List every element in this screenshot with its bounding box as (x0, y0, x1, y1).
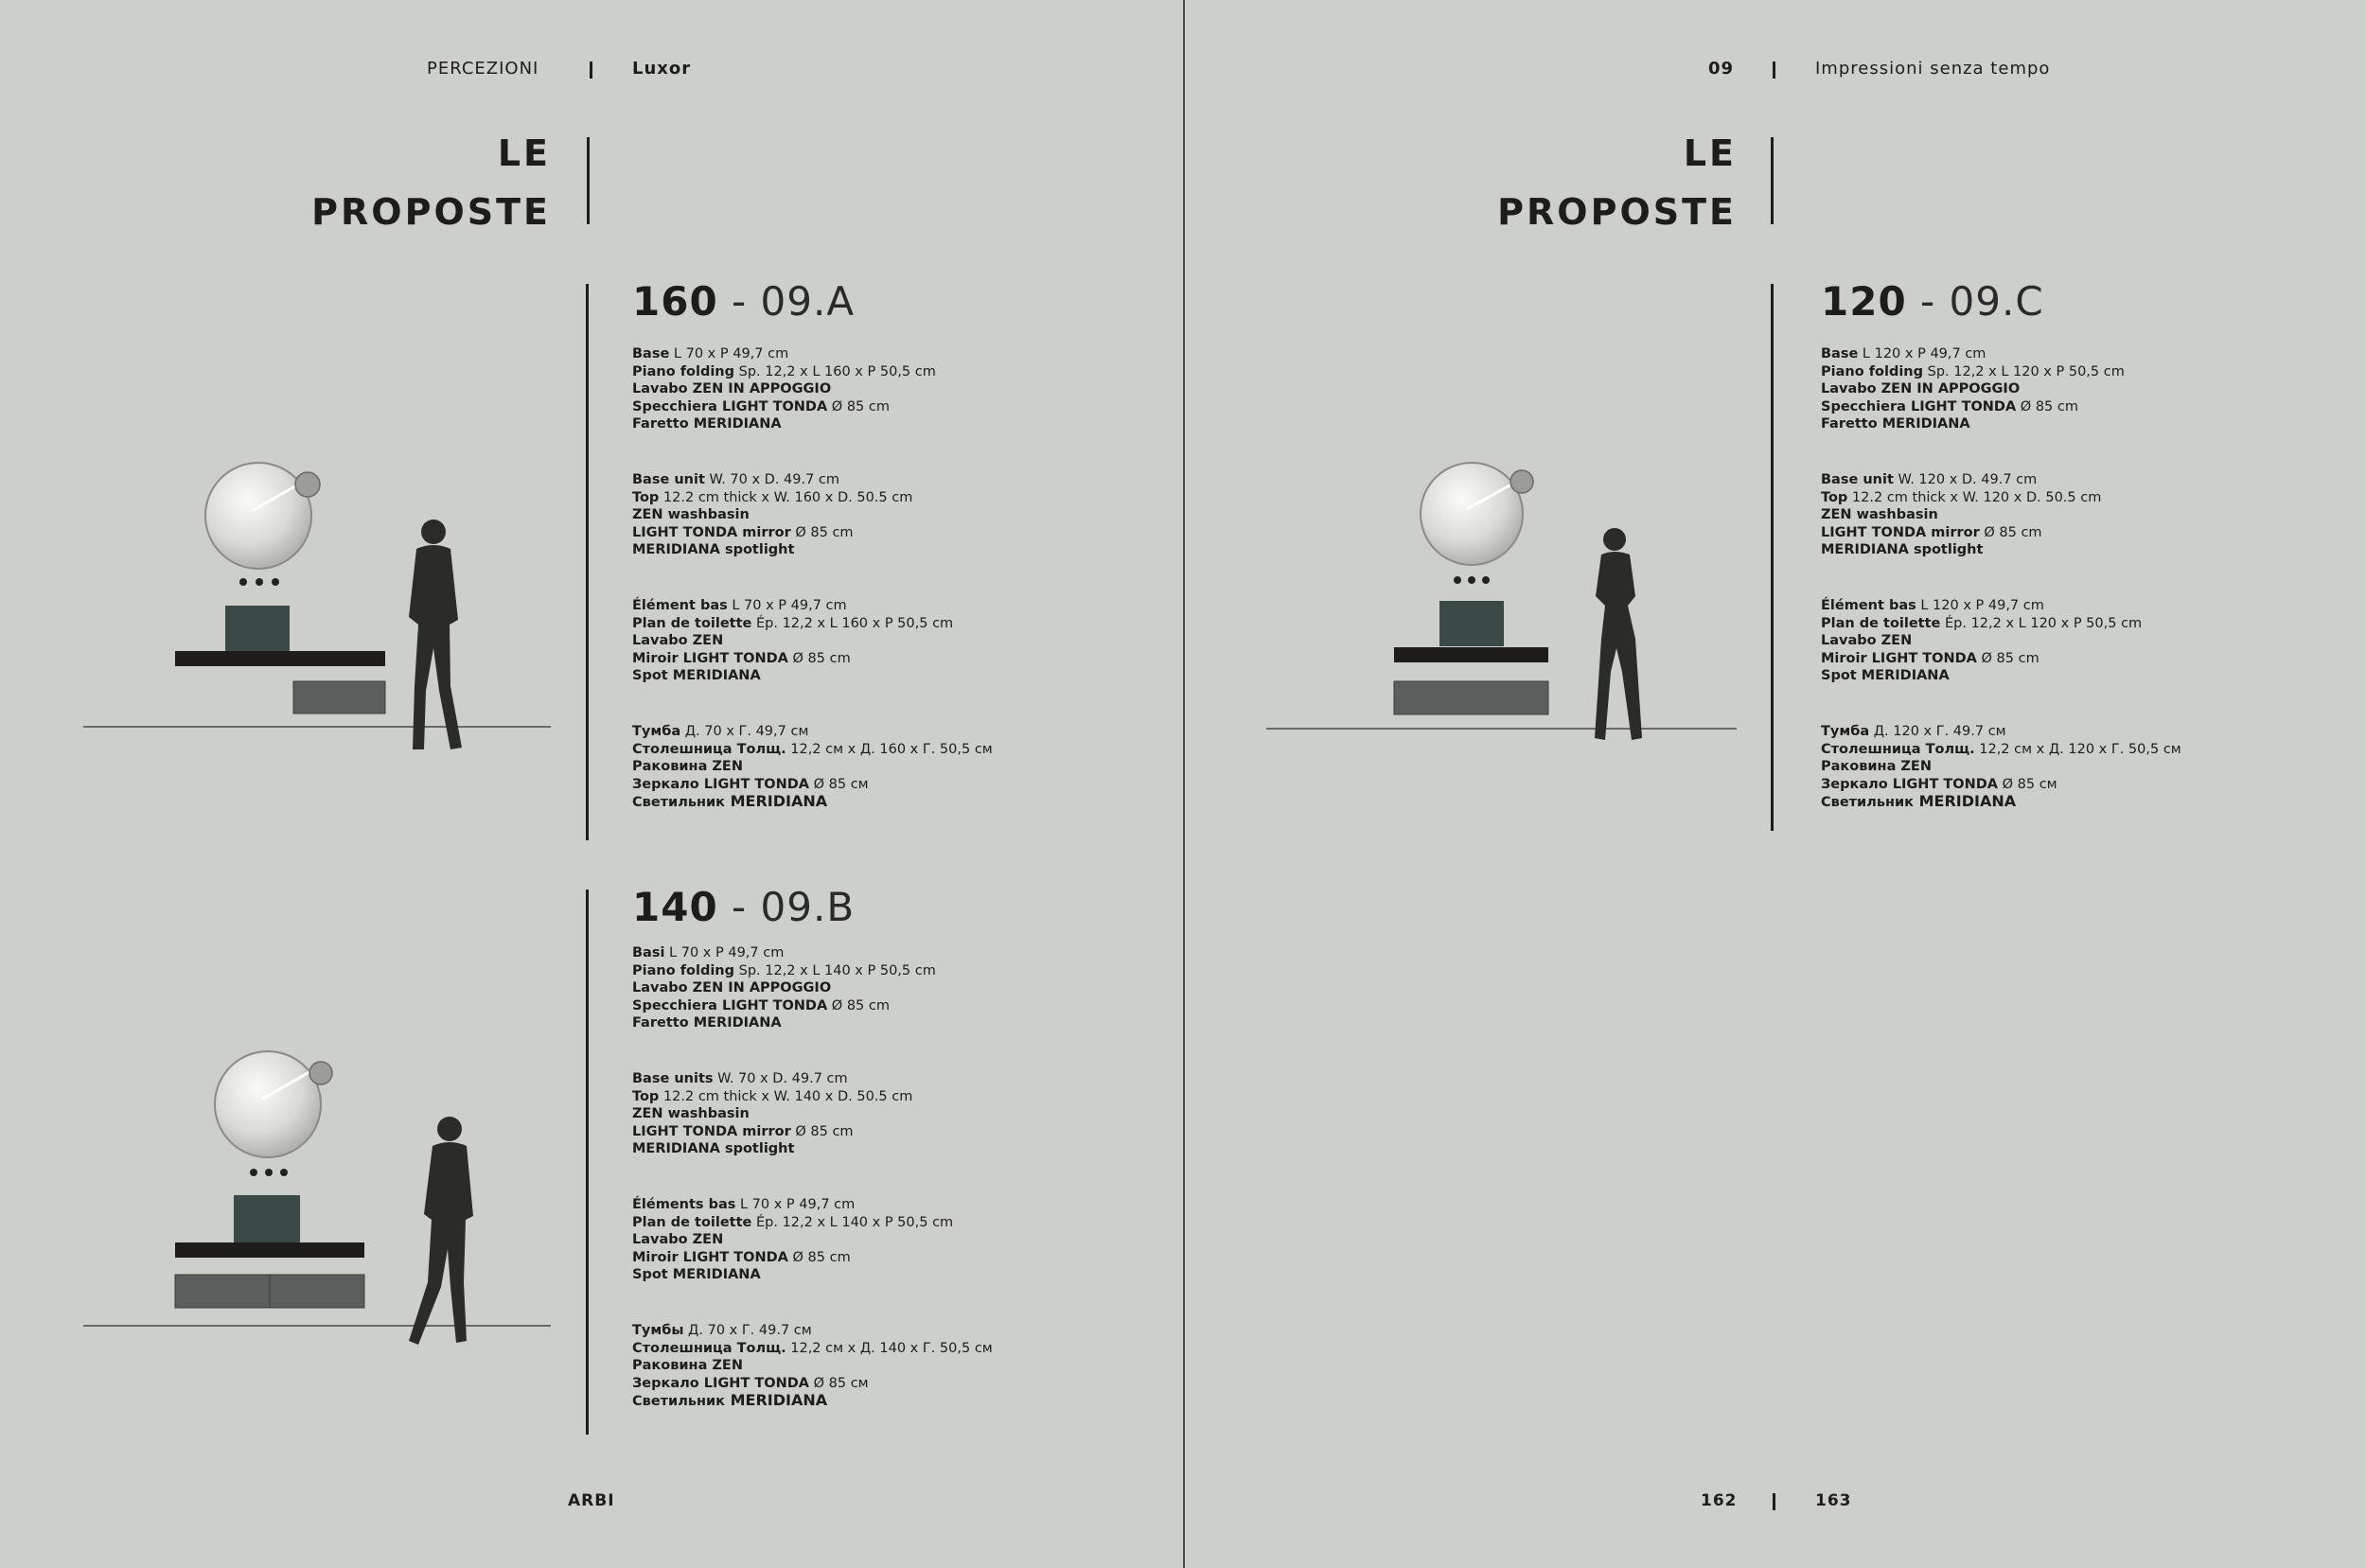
spec-value: 12,2 см x Д. 140 x Г. 50,5 см (786, 1340, 993, 1356)
spec-line (632, 1375, 993, 1393)
spec-line (1821, 363, 2181, 381)
spec-line (632, 741, 993, 759)
spec-label: Plan de toilette (1821, 615, 1941, 631)
spec-value: Sp. 12,2 x L 120 x P 50,5 cm (1923, 363, 2125, 379)
spec-line (632, 1070, 993, 1088)
spec-block (632, 597, 993, 685)
spec-value: Ép. 12,2 x L 160 x P 50,5 cm (751, 615, 954, 631)
spec-label: Specchiera LIGHT TONDA (632, 997, 828, 1013)
spec-label: Plan de toilette (632, 1214, 752, 1230)
running-header-section (427, 59, 539, 79)
spec-label: Base unit (632, 471, 705, 487)
spec-line (1821, 524, 2181, 542)
spotlight-dots (1454, 576, 1490, 584)
spec-label: Miroir LIGHT TONDA (1821, 650, 1977, 666)
page-title (237, 124, 551, 241)
composition-illustration (76, 1046, 568, 1367)
spec-value: MERIDIANA (1914, 792, 2017, 811)
spec-label: ZEN washbasin (1821, 507, 1938, 523)
spec-line (632, 471, 993, 489)
spec-value: Ø 85 см (809, 776, 869, 792)
page-number-162: 162 (1701, 1491, 1738, 1510)
spec-label: Base (1821, 346, 1859, 361)
spec-label: Specchiera LIGHT TONDA (632, 398, 828, 414)
spec-line (632, 1392, 993, 1411)
spec-block (632, 1070, 993, 1158)
folio-right (1815, 1491, 1852, 1510)
collection-name: Luxor (632, 59, 692, 79)
composition-size: 160 (632, 278, 718, 325)
spec-label: Зеркало LIGHT TONDA (1821, 776, 1998, 792)
spec-line (632, 1014, 993, 1032)
spec-line (1821, 650, 2181, 668)
spec-line (632, 506, 993, 524)
spec-label: MERIDIANA spotlight (1821, 542, 1984, 558)
spec-line (632, 398, 993, 416)
spread-gutter (1183, 0, 1185, 1568)
composition-size: 120 (1821, 278, 1907, 325)
spec-label: Spot MERIDIANA (632, 668, 761, 684)
spec-line (632, 415, 993, 433)
spec-line (1821, 471, 2181, 489)
folding-top (175, 1242, 364, 1258)
spec-value: Ø 85 cm (1979, 524, 2042, 540)
spec-label: Faretto MERIDIANA (632, 416, 782, 432)
spec-block (1821, 597, 2181, 685)
spec-line (1821, 758, 2181, 776)
spec-line (1821, 632, 2181, 650)
spec-line (632, 345, 993, 363)
spec-value: Sp. 12,2 x L 140 x P 50,5 cm (734, 962, 936, 978)
spec-line (1821, 723, 2181, 741)
spec-line (632, 979, 993, 997)
spec-value: Ø 85 cm (787, 1249, 851, 1265)
spec-block (1821, 345, 2181, 433)
spec-line (632, 632, 993, 650)
composition-rule (586, 284, 589, 840)
title-line-1: LE (1683, 132, 1737, 174)
spec-value: W. 70 x D. 49.7 cm (704, 471, 840, 487)
spec-value: Sp. 12,2 x L 160 x P 50,5 cm (734, 363, 936, 379)
spec-line (632, 776, 993, 794)
spec-value: Ø 85 см (809, 1375, 869, 1391)
spec-label: Top (632, 489, 660, 505)
spec-line (632, 1357, 993, 1375)
spotlight-dots (239, 578, 279, 586)
composition-code: 160 - 09.A (632, 278, 856, 325)
spec-line (632, 944, 993, 962)
spec-line (632, 1322, 993, 1340)
spec-block (632, 1322, 993, 1411)
washbasin (1439, 601, 1504, 646)
composition-illustration (76, 454, 568, 766)
spec-line (632, 793, 993, 812)
composition-id: 09.A (760, 278, 856, 325)
spec-value: L 70 x P 49,7 cm (727, 597, 847, 613)
title-rule (1771, 137, 1774, 224)
spec-value: L 70 x P 49,7 cm (735, 1196, 856, 1212)
spec-label: Élément bas (1821, 597, 1916, 613)
spec-label: Lavabo ZEN IN APPOGGIO (1821, 381, 2021, 397)
person-silhouette (409, 520, 462, 749)
spec-line (1821, 741, 2181, 759)
spec-label: Тумба (632, 723, 681, 739)
spec-value: L 70 x P 49,7 cm (669, 346, 789, 361)
spec-block (632, 723, 993, 812)
page-title (1420, 124, 1737, 241)
running-header-subtitle (1815, 59, 2050, 79)
spec-line (632, 997, 993, 1015)
composition-code: 140 - 09.B (632, 884, 856, 930)
spotlight-dots (250, 1169, 288, 1176)
spec-label: LIGHT TONDA mirror (632, 1123, 791, 1139)
spec-value: 12.2 cm thick x W. 140 x D. 50.5 cm (659, 1088, 913, 1104)
spec-line (632, 1266, 993, 1284)
section-name: PERCEZIONI (427, 59, 539, 79)
spec-list (1821, 345, 2181, 850)
spec-line (632, 1340, 993, 1358)
spec-value: Ø 85 cm (827, 997, 890, 1013)
header-separator (1773, 62, 1775, 79)
spec-label: Piano folding (632, 962, 735, 978)
composition-size: 140 (632, 884, 718, 930)
spec-line (1821, 380, 2181, 398)
spec-value: 12.2 cm thick x W. 120 x D. 50.5 cm (1847, 489, 2102, 505)
spec-label: Lavabo ZEN (1821, 633, 1913, 649)
person-silhouette (1595, 528, 1642, 740)
brand-footer (568, 1491, 615, 1510)
spec-label: Piano folding (1821, 363, 1924, 379)
spec-label: Top (632, 1088, 660, 1104)
spec-label: Base (632, 346, 670, 361)
spec-line (632, 1140, 993, 1158)
spec-block (1821, 723, 2181, 812)
spec-label: Spot MERIDIANA (632, 1267, 761, 1283)
composition-illustration (1259, 454, 1751, 766)
chapter-subtitle: Impressioni senza tempo (1815, 59, 2051, 79)
chapter-number: 09 (1708, 59, 1735, 79)
footer-separator (1773, 1493, 1775, 1510)
spec-label: Раковина ZEN (632, 1358, 743, 1374)
washbasin (225, 606, 290, 651)
spec-label: Тумба (1821, 723, 1870, 739)
spec-block (1821, 471, 2181, 559)
spec-block (632, 944, 993, 1032)
spec-label: Lavabo ZEN IN APPOGGIO (632, 980, 832, 996)
round-mirror (1421, 463, 1533, 565)
spec-label: Раковина ZEN (1821, 759, 1932, 775)
composition-id: 09.C (1949, 278, 2044, 325)
header-separator (590, 62, 592, 79)
spec-label: Столешница Толщ. (632, 1340, 786, 1356)
spec-label: Lavabo ZEN IN APPOGGIO (632, 381, 832, 397)
spec-label: Specchiera LIGHT TONDA (1821, 398, 2017, 414)
spec-value: 12,2 см x Д. 160 x Г. 50,5 см (786, 741, 993, 757)
spec-line (1821, 398, 2181, 416)
spec-value: W. 120 x D. 49.7 cm (1893, 471, 2038, 487)
spec-value: 12,2 см x Д. 120 x Г. 50,5 см (1974, 741, 2181, 757)
spec-label: Base unit (1821, 471, 1894, 487)
spec-line (1821, 345, 2181, 363)
spec-label: Зеркало LIGHT TONDA (632, 1375, 809, 1391)
spec-label: Lavabo ZEN (632, 1232, 724, 1248)
spec-line (632, 667, 993, 685)
composition-rule (586, 890, 589, 1435)
spec-label: Lavabo ZEN (632, 633, 724, 649)
base-unit (1394, 681, 1548, 714)
spec-line (632, 1231, 993, 1249)
person-silhouette (409, 1117, 473, 1345)
spec-line (1821, 415, 2181, 433)
spec-line (1821, 776, 2181, 794)
spec-value: Д. 120 x Г. 49.7 см (1869, 723, 2006, 739)
spec-value: Ø 85 cm (790, 524, 854, 540)
spec-line (632, 541, 993, 559)
spec-value: Ø 85 cm (790, 1123, 854, 1139)
spec-line (1821, 793, 2181, 812)
washbasin (234, 1195, 300, 1242)
spec-value: Ø 85 cm (787, 650, 851, 666)
spec-value: Ø 85 см (1998, 776, 2057, 792)
spec-line (632, 615, 993, 633)
spec-line (632, 1105, 993, 1123)
spec-value: L 120 x P 49,7 cm (1916, 597, 2044, 613)
composition-code: 120 - 09.C (1821, 278, 2044, 325)
page-number-163: 163 (1815, 1491, 1852, 1510)
spec-line (632, 1249, 993, 1267)
spec-value: Д. 70 x Г. 49.7 см (683, 1322, 812, 1338)
round-mirror (215, 1051, 332, 1157)
spec-label: Plan de toilette (632, 615, 752, 631)
title-line-2: PROPOSTE (311, 191, 551, 233)
title-line-2: PROPOSTE (1497, 191, 1737, 233)
spec-line (632, 650, 993, 668)
spec-label: Тумбы (632, 1322, 684, 1338)
running-header-chapter (1708, 59, 1734, 79)
folding-top (175, 651, 385, 666)
spec-label: Faretto MERIDIANA (1821, 416, 1970, 432)
spec-label: LIGHT TONDA mirror (632, 524, 791, 540)
spec-value: Ø 85 cm (827, 398, 890, 414)
spec-line (632, 962, 993, 980)
spec-value: 12.2 cm thick x W. 160 x D. 50.5 cm (659, 489, 913, 505)
spec-label: Зеркало LIGHT TONDA (632, 776, 809, 792)
spec-label: MERIDIANA spotlight (632, 1141, 795, 1157)
folio-left (1701, 1491, 1738, 1510)
spec-list (632, 345, 993, 850)
spec-label: Столешница Толщ. (1821, 741, 1975, 757)
spec-label: Piano folding (632, 363, 735, 379)
spec-label: Spot MERIDIANA (1821, 668, 1950, 684)
spec-line (1821, 541, 2181, 559)
spec-label: Светильник (1821, 795, 1915, 811)
spec-line (632, 1214, 993, 1232)
spec-block (632, 345, 993, 433)
spec-label: Miroir LIGHT TONDA (632, 1249, 788, 1265)
round-mirror (205, 463, 320, 569)
spec-label: ZEN washbasin (632, 507, 750, 523)
spec-label: Miroir LIGHT TONDA (632, 650, 788, 666)
spec-label: Top (1821, 489, 1848, 505)
spec-line (1821, 597, 2181, 615)
spec-line (632, 524, 993, 542)
spec-line (632, 489, 993, 507)
brand-name: ARBI (568, 1491, 615, 1510)
spec-block (632, 1196, 993, 1284)
spec-line (632, 723, 993, 741)
spec-line (632, 380, 993, 398)
spec-block (632, 471, 993, 559)
spec-line (1821, 615, 2181, 633)
spec-value: L 70 x P 49,7 cm (664, 945, 785, 960)
spec-label: Светильник (632, 795, 726, 811)
spec-label: Faretto MERIDIANA (632, 1015, 782, 1031)
spec-line (632, 1196, 993, 1214)
title-rule (587, 137, 590, 224)
spec-value: Ép. 12,2 x L 140 x P 50,5 cm (751, 1214, 954, 1230)
composition-id: 09.B (760, 884, 856, 930)
spec-label: Base units (632, 1070, 714, 1086)
spec-line (1821, 667, 2181, 685)
spec-label: MERIDIANA spotlight (632, 542, 795, 558)
spec-label: Светильник (632, 1394, 726, 1410)
spec-line (632, 597, 993, 615)
spec-line (632, 758, 993, 776)
spec-line (632, 1123, 993, 1141)
spec-label: Éléments bas (632, 1196, 736, 1212)
spec-line (632, 363, 993, 381)
base-unit (293, 681, 385, 714)
spec-label: Столешница Толщ. (632, 741, 786, 757)
spec-value: Ép. 12,2 x L 120 x P 50,5 cm (1940, 615, 2143, 631)
spec-value: W. 70 x D. 49.7 cm (713, 1070, 848, 1086)
spec-label: Basi (632, 945, 665, 960)
spec-line (1821, 489, 2181, 507)
spec-list (632, 944, 993, 1449)
spec-label: ZEN washbasin (632, 1106, 750, 1122)
spec-value: Ø 85 cm (1976, 650, 2039, 666)
spec-value: Д. 70 x Г. 49,7 см (680, 723, 809, 739)
spec-label: Élément bas (632, 597, 728, 613)
spec-label: LIGHT TONDA mirror (1821, 524, 1980, 540)
spec-value: L 120 x P 49,7 cm (1858, 346, 1986, 361)
spec-value: Ø 85 cm (2016, 398, 2078, 414)
composition-rule (1771, 284, 1774, 831)
title-line-1: LE (497, 132, 551, 174)
spec-line (1821, 506, 2181, 524)
spec-value: MERIDIANA (725, 792, 828, 811)
spec-line (632, 1088, 993, 1106)
folding-top (1394, 647, 1548, 662)
spec-value: MERIDIANA (725, 1391, 828, 1410)
spec-label: Раковина ZEN (632, 759, 743, 775)
running-header-collection (632, 59, 691, 79)
